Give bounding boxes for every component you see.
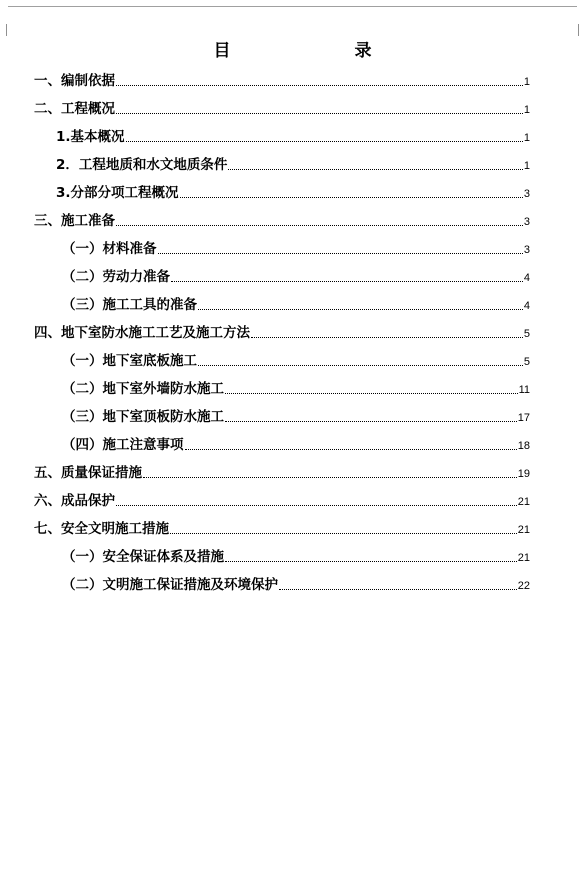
toc-dot-leader: [158, 253, 523, 254]
margin-corner-mark-left: [6, 24, 19, 36]
toc-entry[interactable]: [34, 318, 530, 346]
toc-page-number: 4: [523, 272, 530, 284]
toc-entry[interactable]: [34, 122, 530, 150]
toc-entry-text: 1.基本概况: [56, 129, 125, 145]
toc-entry-text: 五、质量保证措施: [34, 465, 142, 481]
toc-dot-leader: [116, 505, 517, 506]
toc-dot-leader: [225, 561, 517, 562]
toc-entry-text: 三、施工准备: [34, 213, 115, 229]
toc-page-number: 3: [523, 188, 530, 200]
toc-dot-leader: [251, 337, 523, 338]
toc-entry[interactable]: [34, 514, 530, 542]
toc-entry-text: 一、编制依据: [34, 73, 115, 89]
toc-page-number: 21: [517, 524, 530, 536]
toc-dot-leader: [279, 589, 517, 590]
toc-entry-text: （三）地下室顶板防水施工: [62, 409, 224, 425]
toc-entry-text: 二、工程概况: [34, 101, 115, 117]
table-of-contents: [34, 66, 530, 598]
page-top-border: [8, 6, 577, 7]
toc-entry[interactable]: [34, 430, 530, 458]
toc-page-number: 3: [523, 216, 530, 228]
toc-entry[interactable]: [34, 178, 530, 206]
toc-page-number: 17: [517, 412, 530, 424]
toc-entry-text: 六、成品保护: [34, 493, 115, 509]
toc-dot-leader: [228, 169, 522, 170]
toc-dot-leader: [116, 225, 523, 226]
toc-entry-text: （一）材料准备: [62, 241, 157, 257]
toc-dot-leader: [126, 141, 523, 142]
toc-page-number: 1: [523, 160, 530, 172]
toc-entry[interactable]: [34, 66, 530, 94]
toc-entry-text: （一）安全保证体系及措施: [62, 549, 224, 565]
toc-dot-leader: [116, 113, 523, 114]
toc-page-number: 22: [517, 580, 530, 592]
toc-entry[interactable]: [34, 458, 530, 486]
toc-dot-leader: [198, 365, 523, 366]
toc-entry[interactable]: [34, 150, 530, 178]
toc-entry[interactable]: [34, 94, 530, 122]
toc-entry[interactable]: [34, 542, 530, 570]
toc-entry[interactable]: [34, 402, 530, 430]
toc-entry[interactable]: [34, 290, 530, 318]
toc-page-number: 1: [523, 104, 530, 116]
toc-entry-text: 2．工程地质和水文地质条件: [56, 157, 228, 173]
toc-entry[interactable]: [34, 570, 530, 598]
toc-entry[interactable]: [34, 234, 530, 262]
toc-dot-leader: [198, 309, 523, 310]
toc-page-number: 4: [523, 300, 530, 312]
toc-entry-text: （二）劳动力准备: [62, 269, 170, 285]
toc-dot-leader: [225, 393, 518, 394]
toc-dot-leader: [185, 449, 517, 450]
toc-page-number: 5: [523, 328, 530, 340]
toc-entry[interactable]: [34, 346, 530, 374]
toc-entry-text: （四）施工注意事项: [62, 437, 184, 453]
toc-entry-text: 四、地下室防水施工工艺及施工方法: [34, 325, 250, 341]
margin-corner-mark-right: [566, 24, 579, 36]
toc-page-number: 18: [517, 440, 530, 452]
toc-dot-leader: [225, 421, 517, 422]
toc-entry-text: 七、安全文明施工措施: [34, 521, 169, 537]
toc-page-number: 5: [523, 356, 530, 368]
toc-page-number: 3: [523, 244, 530, 256]
toc-entry[interactable]: [34, 374, 530, 402]
toc-page-number: 1: [523, 132, 530, 144]
toc-dot-leader: [143, 477, 517, 478]
toc-dot-leader: [170, 533, 517, 534]
toc-entry[interactable]: [34, 486, 530, 514]
toc-dot-leader: [180, 197, 523, 198]
toc-dot-leader: [116, 85, 523, 86]
toc-entry-text: （三）施工工具的准备: [62, 297, 197, 313]
toc-page-number: 11: [518, 384, 530, 396]
toc-entry[interactable]: [34, 206, 530, 234]
toc-title: 目 录: [213, 41, 402, 61]
toc-entry-text: 3.分部分项工程概况: [56, 185, 179, 201]
toc-entry[interactable]: [34, 262, 530, 290]
toc-entry-text: （二）文明施工保证措施及环境保护: [62, 577, 278, 593]
toc-entry-text: （二）地下室外墙防水施工: [62, 381, 224, 397]
toc-page-number: 21: [517, 496, 530, 508]
toc-page-number: 19: [517, 468, 530, 480]
toc-page-number: 1: [523, 76, 530, 88]
toc-dot-leader: [171, 281, 523, 282]
toc-entry-text: （一）地下室底板施工: [62, 353, 197, 369]
toc-page-number: 21: [517, 552, 530, 564]
